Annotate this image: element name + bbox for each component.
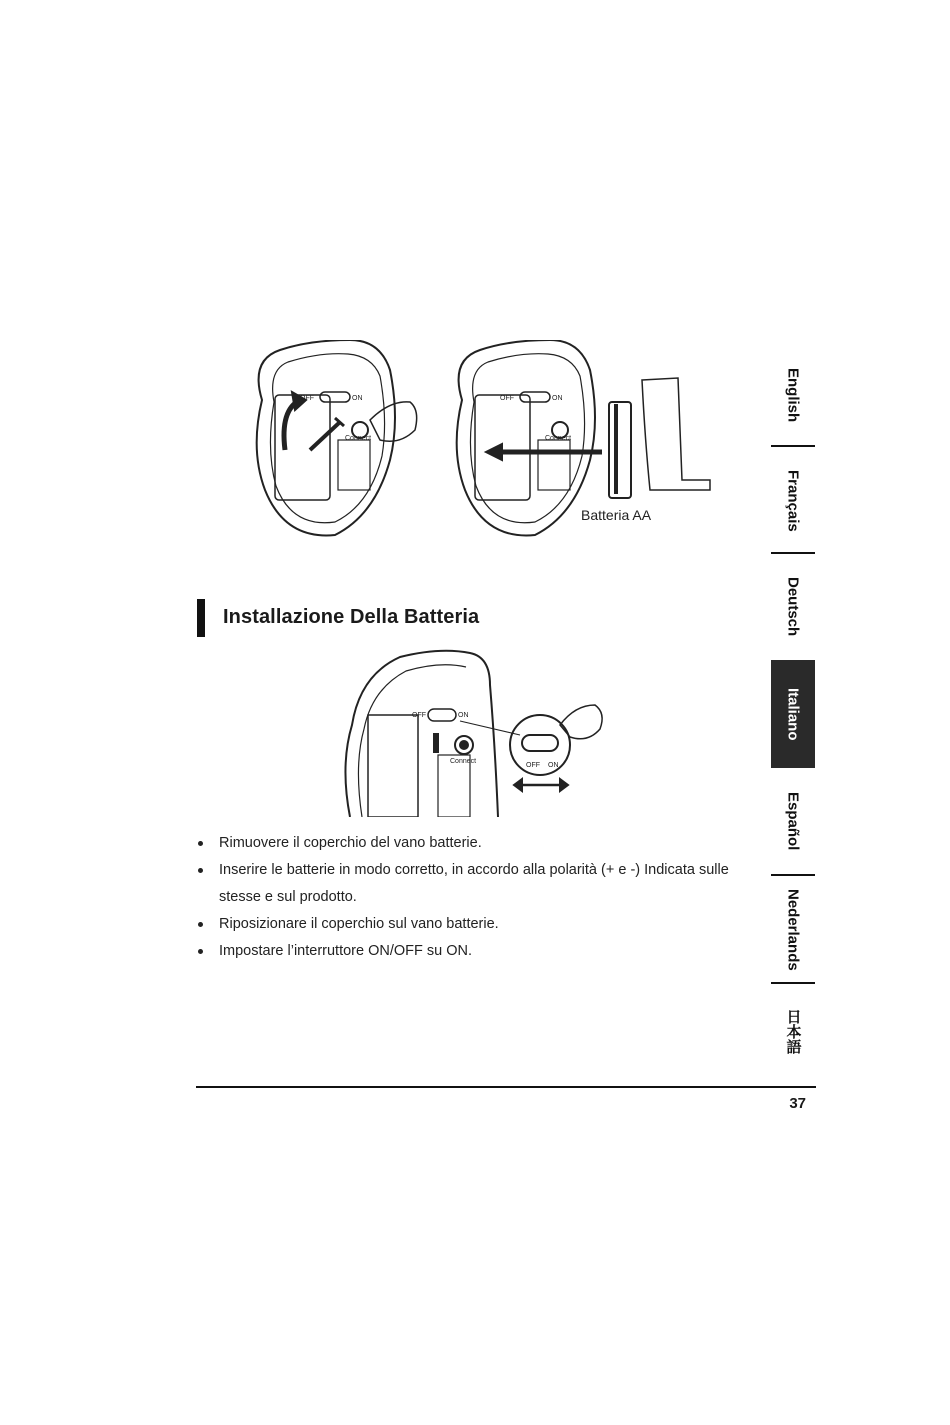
battery-caption: Batteria AA — [581, 507, 652, 523]
lang-label: Nederlands — [784, 888, 802, 971]
power-switch-illustration — [340, 645, 630, 817]
mouse-diagrams — [240, 340, 720, 540]
lang-tab-italiano[interactable] — [771, 660, 815, 768]
lang-divider — [771, 445, 815, 447]
section-marker — [197, 599, 205, 637]
lang-divider — [771, 982, 815, 984]
connect-label-3: Connect — [450, 758, 477, 765]
switch-on-label-3: ON — [458, 712, 469, 719]
lang-tab-nederlands[interactable] — [771, 878, 815, 981]
lang-tab-espanol[interactable] — [771, 770, 815, 873]
lang-tab-francais[interactable] — [771, 449, 815, 552]
switch-diagram — [340, 645, 630, 817]
switch-off-label-2: OFF — [500, 395, 514, 402]
lang-tab-japanese[interactable] — [771, 986, 815, 1076]
switch-off-label-1: OFF — [300, 395, 314, 402]
installation-steps — [196, 830, 756, 965]
hand-2 — [560, 705, 602, 739]
lang-label: Italiano — [784, 687, 802, 741]
step-item: Inserire le batterie in modo corretto, in accordo alla polarità (+ e -) Indicata sulle stesse e sul prodotto. — [196, 857, 756, 911]
lang-label: Español — [784, 792, 802, 851]
zoom-off-label: OFF — [526, 762, 540, 769]
zoom-on-label: ON — [548, 762, 559, 769]
lang-divider — [771, 874, 815, 876]
switch-on-label-2: ON — [552, 395, 563, 402]
step-item: Riposizionare il coperchio sul vano batterie. — [196, 911, 756, 938]
battery-installation-illustration — [240, 340, 720, 540]
aa-battery — [609, 402, 631, 498]
footer-rule — [196, 1086, 816, 1088]
battery-cover — [642, 378, 710, 490]
lang-label: English — [784, 367, 802, 423]
step-item: Rimuovere il coperchio del vano batterie. — [196, 830, 756, 857]
lang-label: Français — [784, 469, 802, 532]
lang-divider — [771, 552, 815, 554]
lang-label: 日本語 — [784, 1008, 802, 1054]
lang-label: Deutsch — [784, 577, 802, 637]
lang-tab-english[interactable] — [771, 345, 815, 445]
switch-off-label-3: OFF — [412, 712, 426, 719]
section-title: Installazione Della Batteria — [223, 606, 480, 628]
switch-on-label-1: ON — [352, 395, 363, 402]
step-item: Impostare l’interruttore ON/OFF su ON. — [196, 938, 756, 965]
lang-tab-deutsch[interactable] — [771, 556, 815, 658]
page-number: 37 — [789, 1095, 806, 1112]
connect-label-2: Connect — [545, 435, 572, 442]
connect-label-1: Connect — [345, 435, 372, 442]
